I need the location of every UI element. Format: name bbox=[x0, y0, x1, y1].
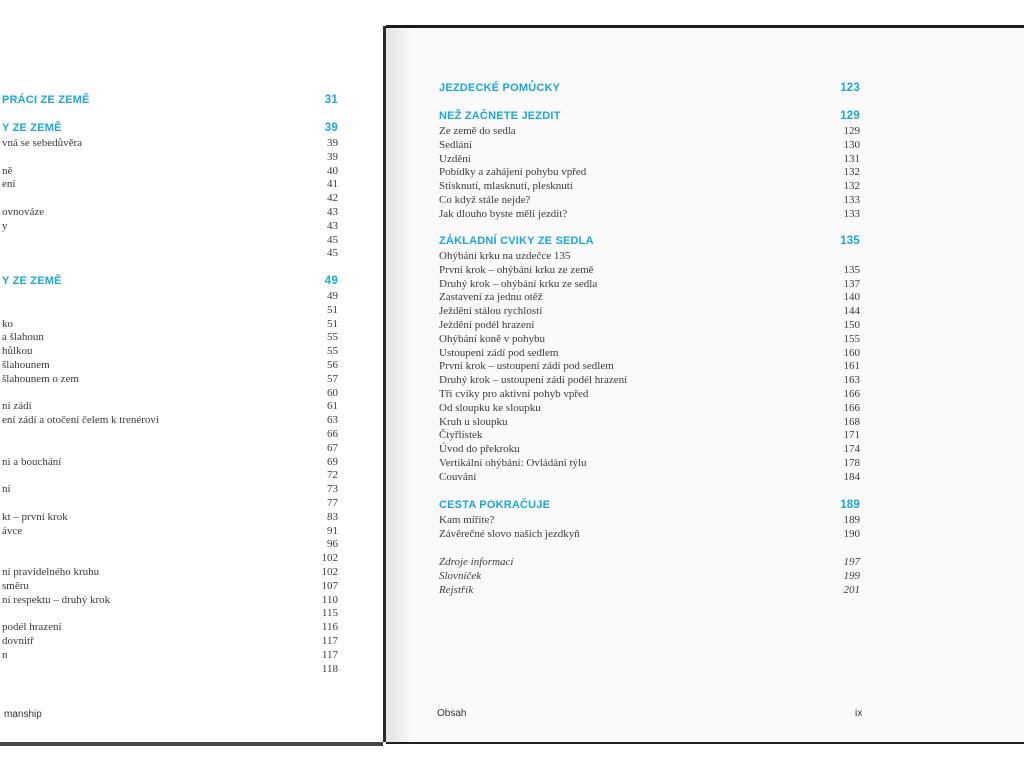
toc-entry-text: ní zádí bbox=[2, 400, 32, 413]
toc-entry-text: ní respektu – druhý krok bbox=[2, 593, 111, 606]
toc-entry-text: Co když stále nejde? bbox=[439, 194, 531, 206]
toc-entry bbox=[2, 442, 338, 454]
book-cover-edge bbox=[0, 742, 383, 746]
toc-entry-page-number: 168 bbox=[843, 415, 860, 428]
toc-entry bbox=[439, 208, 860, 220]
toc-entry bbox=[439, 429, 860, 441]
toc-entry bbox=[439, 250, 860, 262]
toc-entry-page-number: 63 bbox=[327, 414, 338, 427]
page-footer-title: Obsah bbox=[437, 708, 467, 719]
toc-entry bbox=[439, 153, 860, 165]
toc-entry bbox=[439, 528, 860, 540]
toc-entry-page-number: 171 bbox=[843, 429, 860, 442]
toc-entry-page-number: 163 bbox=[843, 374, 860, 387]
toc-entry bbox=[2, 414, 338, 426]
toc-entry-page-number: 67 bbox=[327, 441, 338, 454]
toc-section-heading-page-number: 135 bbox=[840, 235, 860, 247]
toc-entry bbox=[2, 234, 338, 246]
toc-entry bbox=[2, 220, 338, 232]
toc-entry-page-number: 41 bbox=[327, 178, 338, 191]
toc-entry bbox=[2, 247, 338, 259]
toc-entry bbox=[439, 166, 860, 178]
toc-entry bbox=[439, 180, 860, 192]
toc-entry bbox=[2, 400, 338, 412]
toc-section-heading-text: Y ZE ZEMĚ bbox=[2, 275, 62, 287]
toc-entry-page-number: 131 bbox=[843, 152, 860, 165]
toc-entry bbox=[439, 416, 860, 428]
toc-entry bbox=[439, 319, 860, 331]
toc-entry-text: šlahounem o zem bbox=[2, 372, 79, 385]
toc-entry bbox=[439, 388, 860, 400]
toc-entry bbox=[2, 359, 338, 371]
toc-entry-page-number: 61 bbox=[327, 400, 338, 413]
toc-section-heading-text: PRÁCI ZE ZEMĚ bbox=[2, 94, 90, 106]
book-spine bbox=[383, 26, 386, 742]
toc-entry-page-number: 117 bbox=[321, 635, 338, 647]
page-number-label: ix bbox=[855, 708, 863, 719]
toc-entry-page-number: 102 bbox=[321, 552, 338, 565]
toc-entry-text: Úvod do překroku bbox=[439, 443, 520, 456]
toc-entry-page-number: 166 bbox=[843, 401, 860, 414]
toc-entry-page-number: 133 bbox=[843, 194, 860, 206]
toc-entry-text: Sedlání bbox=[439, 138, 472, 151]
toc-entry-text: y bbox=[2, 219, 8, 232]
toc-entry-page-number: 116 bbox=[321, 621, 338, 634]
toc-appendix-entry-page-number: 199 bbox=[843, 569, 860, 582]
toc-entry-text: Zastavení za jednu otěž bbox=[439, 291, 543, 304]
toc-entry-text: ní a bouchání bbox=[2, 455, 62, 468]
toc-entry-text: Pobídky a zahájení pohybu vpřed bbox=[439, 166, 587, 179]
toc-appendix-entry-page-number: 197 bbox=[843, 556, 860, 568]
toc-entry bbox=[439, 471, 860, 483]
toc-entry bbox=[439, 278, 860, 290]
toc-entry-text: Ustoupení zádí pod sedlem bbox=[439, 346, 559, 359]
toc-entry bbox=[439, 374, 860, 386]
toc-entry bbox=[2, 331, 338, 343]
toc-section-heading-text: JEZDECKÉ POMŮCKY bbox=[439, 82, 561, 94]
toc-entry-page-number: 140 bbox=[843, 291, 860, 304]
toc-entry bbox=[2, 621, 338, 633]
toc-entry-page-number: 96 bbox=[327, 538, 338, 551]
toc-entry bbox=[2, 552, 338, 564]
toc-entry bbox=[2, 649, 338, 661]
toc-entry-page-number: 57 bbox=[327, 372, 338, 385]
toc-entry-page-number: 115 bbox=[321, 607, 338, 620]
toc-appendix-entry-text: Zdroje informací bbox=[439, 556, 514, 568]
toc-entry bbox=[2, 387, 338, 399]
toc-entry bbox=[2, 192, 338, 204]
toc-entry-text: Jak dlouho byste měli jezdit? bbox=[439, 207, 568, 220]
toc-entry bbox=[2, 165, 338, 177]
toc-entry-page-number: 166 bbox=[843, 388, 860, 400]
toc-entry-page-number: 178 bbox=[843, 457, 860, 469]
toc-entry bbox=[439, 443, 860, 455]
toc-entry-text: Ohýbání krku na uzdečce 135 bbox=[439, 250, 571, 262]
toc-entry-text: ní bbox=[2, 483, 11, 496]
toc-section-heading-page-number: 31 bbox=[324, 94, 338, 106]
toc-entry bbox=[2, 345, 338, 357]
toc-entry-page-number: 55 bbox=[327, 331, 338, 344]
toc-entry-text: ně bbox=[2, 164, 13, 177]
toc-entry-text: vná se sebedůvěra bbox=[2, 137, 83, 149]
toc-section-heading-page-number: 123 bbox=[840, 82, 860, 94]
toc-section-heading-page-number: 129 bbox=[840, 110, 860, 122]
toc-entry-page-number: 73 bbox=[327, 483, 338, 496]
toc-entry-page-number: 144 bbox=[843, 305, 860, 318]
toc-entry-page-number: 43 bbox=[327, 206, 338, 218]
toc-section-heading bbox=[2, 94, 338, 106]
toc-entry-text: ovnováze bbox=[2, 206, 45, 218]
toc-entry-text: podél hrazení bbox=[2, 621, 62, 634]
toc-entry-page-number: 83 bbox=[327, 510, 338, 523]
toc-entry bbox=[2, 206, 338, 218]
toc-entry bbox=[2, 566, 338, 578]
toc-entry-page-number: 51 bbox=[327, 303, 338, 316]
page-gutter-shadow bbox=[385, 26, 411, 742]
toc-entry-text: Ze země do sedla bbox=[439, 125, 516, 137]
toc-entry-page-number: 184 bbox=[843, 470, 860, 483]
toc-entry-page-number: 66 bbox=[327, 428, 338, 440]
toc-entry bbox=[2, 580, 338, 592]
toc-entry-page-number: 56 bbox=[327, 359, 338, 371]
toc-section-heading-text: NEŽ ZAČNETE JEZDIT bbox=[439, 110, 561, 122]
toc-section-heading-page-number: 39 bbox=[324, 122, 338, 134]
toc-entry-text: Vertikální ohýbání: Ovládání týlu bbox=[439, 457, 587, 469]
toc-entry-page-number: 39 bbox=[327, 150, 338, 163]
toc-entry-page-number: 118 bbox=[321, 662, 338, 675]
toc-entry-page-number: 129 bbox=[843, 125, 860, 137]
toc-entry-text: První krok – ohýbání krku ze země bbox=[439, 263, 594, 276]
toc-entry bbox=[2, 469, 338, 481]
toc-entry-page-number: 102 bbox=[321, 566, 338, 578]
toc-section-heading bbox=[2, 275, 338, 287]
toc-entry-text: Stisknutí, mlasknutí, plesknutí bbox=[439, 180, 573, 193]
toc-entry-text: ávce bbox=[2, 524, 23, 537]
toc-entry-text: Kruh u sloupku bbox=[439, 415, 508, 428]
toc-entry-text: První krok – ustoupení zádí pod sedlem bbox=[439, 360, 614, 373]
toc-entry bbox=[2, 304, 338, 316]
toc-entry bbox=[439, 125, 860, 137]
toc-entry-page-number: 69 bbox=[327, 455, 338, 468]
toc-entry-page-number: 189 bbox=[843, 514, 860, 526]
page-footer-title: manship bbox=[4, 709, 42, 720]
toc-entry-page-number: 49 bbox=[327, 290, 338, 302]
toc-entry-page-number: 190 bbox=[843, 527, 860, 540]
toc-entry-page-number: 45 bbox=[327, 247, 338, 260]
toc-entry bbox=[2, 137, 338, 149]
toc-entry-text: kt – první krok bbox=[2, 510, 68, 523]
toc-section-heading bbox=[439, 499, 860, 511]
toc-entry-page-number: 150 bbox=[843, 319, 860, 331]
page-bottom-edge bbox=[386, 742, 1024, 744]
toc-entry bbox=[439, 402, 860, 414]
toc-entry bbox=[2, 635, 338, 647]
toc-entry bbox=[439, 514, 860, 526]
toc-entry-page-number: 160 bbox=[843, 346, 860, 359]
toc-entry-page-number: 174 bbox=[843, 443, 860, 456]
toc-appendix-entry-text: Rejstřík bbox=[439, 583, 474, 596]
toc-entry-page-number: 42 bbox=[327, 192, 338, 205]
toc-section-heading-text: ZÁKLADNÍ CVIKY ZE SEDLA bbox=[439, 235, 594, 247]
toc-entry bbox=[2, 290, 338, 302]
toc-entry-text: Ohýbání koně v pohybu bbox=[439, 332, 546, 345]
toc-entry-text: ko bbox=[2, 317, 13, 330]
toc-appendix-entry-page-number: 201 bbox=[843, 583, 860, 596]
toc-entry-text: a šlahoun bbox=[2, 331, 44, 344]
toc-appendix-entry-text: Slovníček bbox=[439, 569, 482, 582]
toc-entry-page-number: 91 bbox=[327, 524, 338, 537]
toc-entry-page-number: 72 bbox=[327, 469, 338, 482]
toc-entry-page-number: 77 bbox=[327, 497, 338, 509]
toc-entry-page-number: 107 bbox=[321, 579, 338, 592]
toc-entry-text: dovnitř bbox=[2, 635, 34, 647]
toc-entry bbox=[2, 456, 338, 468]
toc-section-heading bbox=[2, 122, 338, 134]
toc-entry-page-number: 117 bbox=[321, 648, 338, 661]
toc-entry-page-number: 155 bbox=[843, 332, 860, 345]
toc-entry bbox=[2, 497, 338, 509]
toc-section-heading bbox=[439, 82, 860, 94]
toc-entry-page-number: 132 bbox=[843, 166, 860, 179]
toc-entry bbox=[439, 194, 860, 206]
toc-entry-page-number: 40 bbox=[327, 164, 338, 177]
toc-entry-text: Tři cviky pro aktivní pohyb vpřed bbox=[439, 388, 589, 400]
toc-entry-page-number: 55 bbox=[327, 345, 338, 358]
toc-entry-page-number: 45 bbox=[327, 233, 338, 246]
toc-entry-text: ení bbox=[2, 178, 16, 191]
toc-section-heading-text: Y ZE ZEMĚ bbox=[2, 122, 62, 134]
toc-section-heading-page-number: 189 bbox=[840, 499, 860, 511]
toc-entry-text: Závěrečné slovo našich jezdkyň bbox=[439, 527, 580, 540]
toc-appendix-entry bbox=[439, 556, 860, 568]
toc-section-heading-text: CESTA POKRAČUJE bbox=[439, 499, 551, 511]
toc-section-heading-page-number: 49 bbox=[324, 275, 338, 287]
toc-entry-page-number: 130 bbox=[843, 138, 860, 151]
toc-entry bbox=[2, 151, 338, 163]
toc-entry-page-number: 132 bbox=[843, 180, 860, 193]
toc-entry-text: Ježdění podél hrazení bbox=[439, 319, 535, 331]
toc-appendix-entry bbox=[439, 570, 860, 582]
toc-section-heading bbox=[439, 235, 860, 247]
toc-entry-page-number: 43 bbox=[327, 219, 338, 232]
toc-entry-text: šlahounem bbox=[2, 359, 50, 371]
toc-entry-text: Couvání bbox=[439, 470, 477, 483]
toc-section-heading bbox=[439, 110, 860, 122]
toc-entry bbox=[439, 264, 860, 276]
toc-entry bbox=[2, 538, 338, 550]
toc-entry bbox=[439, 139, 860, 151]
toc-entry-text: hůlkou bbox=[2, 345, 33, 358]
toc-entry bbox=[2, 663, 338, 675]
toc-entry-text: Od sloupku ke sloupku bbox=[439, 401, 541, 414]
toc-entry bbox=[2, 594, 338, 606]
left-page bbox=[0, 0, 383, 742]
toc-entry bbox=[439, 360, 860, 372]
toc-entry-page-number: 39 bbox=[327, 137, 338, 149]
toc-entry bbox=[2, 607, 338, 619]
toc-entry bbox=[439, 457, 860, 469]
toc-entry-text: Čtyřlístek bbox=[439, 429, 483, 442]
toc-entry-text: Druhý krok – ohýbání krku ze sedla bbox=[439, 277, 598, 290]
toc-entry-text: směru bbox=[2, 579, 29, 592]
toc-entry bbox=[2, 178, 338, 190]
toc-entry-page-number: 137 bbox=[843, 277, 860, 290]
toc-entry-page-number: 133 bbox=[843, 207, 860, 220]
toc-entry bbox=[2, 525, 338, 537]
toc-entry-page-number: 60 bbox=[327, 386, 338, 399]
toc-entry-text: Kam míříte? bbox=[439, 514, 495, 526]
toc-entry-page-number: 161 bbox=[843, 360, 860, 373]
toc-entry bbox=[2, 483, 338, 495]
toc-entry-text: Ježdění stálou rychlostí bbox=[439, 305, 543, 318]
toc-entry bbox=[439, 347, 860, 359]
toc-entry-text: ní pravidelného kruhu bbox=[2, 566, 100, 578]
toc-entry-page-number: 51 bbox=[327, 317, 338, 330]
page-top-edge bbox=[386, 25, 1024, 28]
right-page bbox=[385, 26, 1024, 742]
toc-entry-text: n bbox=[2, 648, 8, 661]
toc-entry bbox=[2, 428, 338, 440]
toc-entry bbox=[2, 511, 338, 523]
toc-entry bbox=[2, 373, 338, 385]
toc-entry-page-number: 110 bbox=[321, 593, 338, 606]
toc-entry bbox=[439, 305, 860, 317]
toc-entry-text: ení zádí a otočení čelem k trenérovi bbox=[2, 414, 159, 427]
toc-appendix-entry bbox=[439, 584, 860, 596]
toc-entry-text: Uzdění bbox=[439, 152, 471, 165]
toc-entry-text: Druhý krok – ustoupení zádí podél hrazení bbox=[439, 374, 628, 387]
toc-entry-page-number: 135 bbox=[843, 263, 860, 276]
toc-entry bbox=[439, 333, 860, 345]
toc-entry bbox=[2, 318, 338, 330]
toc-entry bbox=[439, 291, 860, 303]
